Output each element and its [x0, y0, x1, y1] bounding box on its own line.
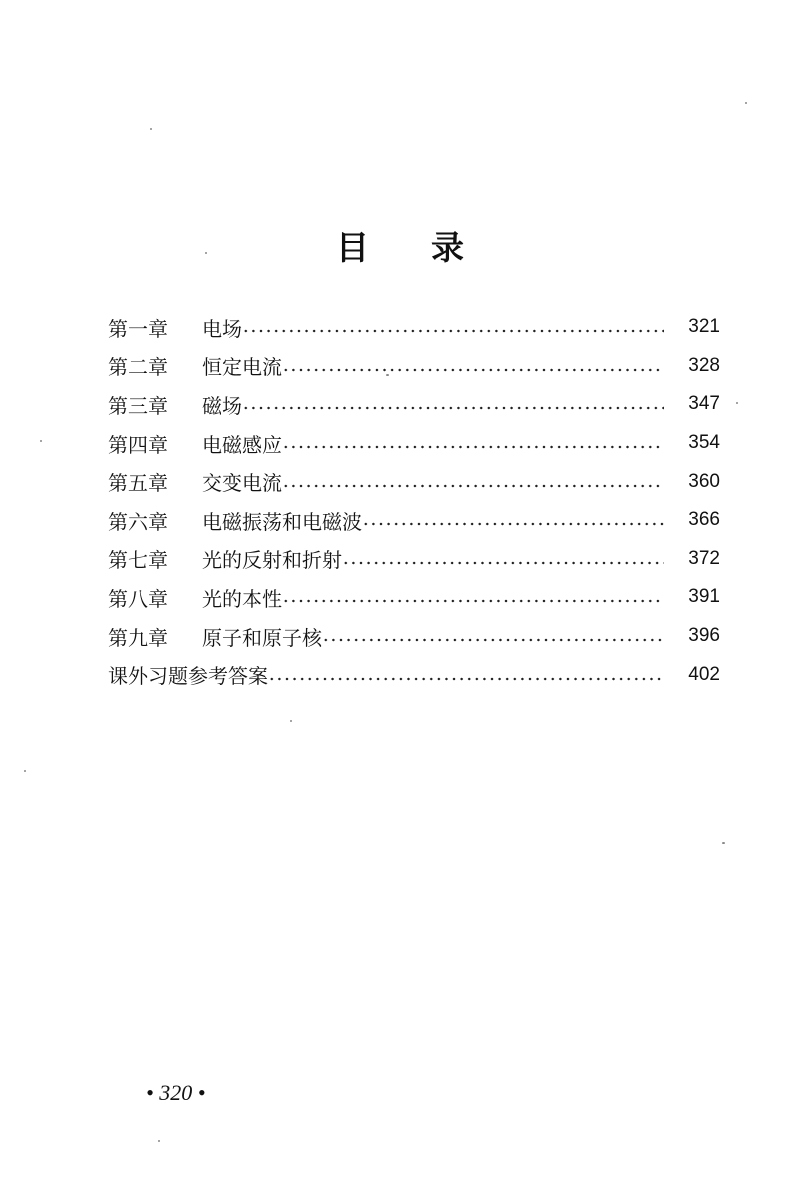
page-number: 391: [688, 586, 720, 608]
dot-leader: [282, 472, 664, 492]
chapter-title: 交变电流: [202, 471, 282, 496]
page-title: [0, 222, 800, 269]
chapter-number: 第五章: [108, 471, 168, 496]
scan-speck: [386, 374, 389, 376]
scan-speck: [736, 402, 738, 404]
toc-entry[interactable]: [108, 540, 720, 579]
chapter-number: 第一章: [108, 316, 168, 341]
chapter-number: 第七章: [108, 548, 168, 573]
scan-speck: [158, 1140, 160, 1142]
page-number: 321: [688, 316, 720, 338]
chapter-title: 恒定电流: [202, 355, 282, 380]
scan-speck: [722, 842, 725, 844]
page-number: 402: [688, 663, 720, 685]
dot-leader: [282, 587, 664, 607]
chapter-title: 课外习题参考答案: [108, 664, 268, 689]
page-number: 354: [688, 432, 720, 454]
toc-entry[interactable]: [108, 385, 720, 424]
page-number: 347: [688, 393, 720, 415]
scan-speck: [24, 770, 26, 772]
chapter-number: 第九章: [108, 625, 168, 650]
chapter-title: 磁场: [202, 393, 242, 418]
dot-leader: [242, 394, 664, 414]
toc-entry[interactable]: [108, 347, 720, 386]
chapter-title: 电磁振荡和电磁波: [202, 509, 362, 534]
toc-entry[interactable]: [108, 462, 720, 501]
dot-leader: [342, 549, 664, 569]
scan-speck: [205, 252, 207, 254]
scan-speck: [290, 720, 292, 722]
table-of-contents: [108, 308, 720, 694]
title-char-1: 目: [336, 228, 369, 267]
page-number: 328: [688, 354, 720, 376]
toc-entry[interactable]: [108, 501, 720, 540]
chapter-title: 原子和原子核: [202, 625, 322, 650]
scan-speck: [745, 102, 747, 104]
title-char-2: 录: [431, 228, 464, 267]
toc-entry[interactable]: [108, 308, 720, 347]
dot-leader: [242, 317, 664, 337]
chapter-title: 光的本性: [202, 586, 282, 611]
page-number: 396: [688, 625, 720, 647]
dot-leader: [282, 433, 664, 453]
chapter-title: 电场: [202, 316, 242, 341]
page-number: 366: [688, 509, 720, 531]
chapter-number: 第二章: [108, 355, 168, 380]
page-folio: • 320 •: [146, 1080, 206, 1105]
toc-entry[interactable]: [108, 617, 720, 656]
toc-entry-answers[interactable]: [108, 655, 720, 694]
toc-entry[interactable]: [108, 424, 720, 463]
dot-leader: [282, 356, 664, 376]
dot-leader: [268, 665, 664, 685]
dot-leader: [322, 626, 664, 646]
chapter-number: 第三章: [108, 393, 168, 418]
scan-speck: [40, 440, 42, 442]
page-number: 360: [688, 470, 720, 492]
chapter-number: 第四章: [108, 432, 168, 457]
chapter-title: 电磁感应: [202, 432, 282, 457]
page-number: 372: [688, 547, 720, 569]
toc-entry[interactable]: [108, 578, 720, 617]
chapter-number: 第八章: [108, 586, 168, 611]
chapter-number: 第六章: [108, 509, 168, 534]
scan-speck: [150, 128, 152, 130]
dot-leader: [362, 510, 664, 530]
chapter-title: 光的反射和折射: [202, 548, 342, 573]
